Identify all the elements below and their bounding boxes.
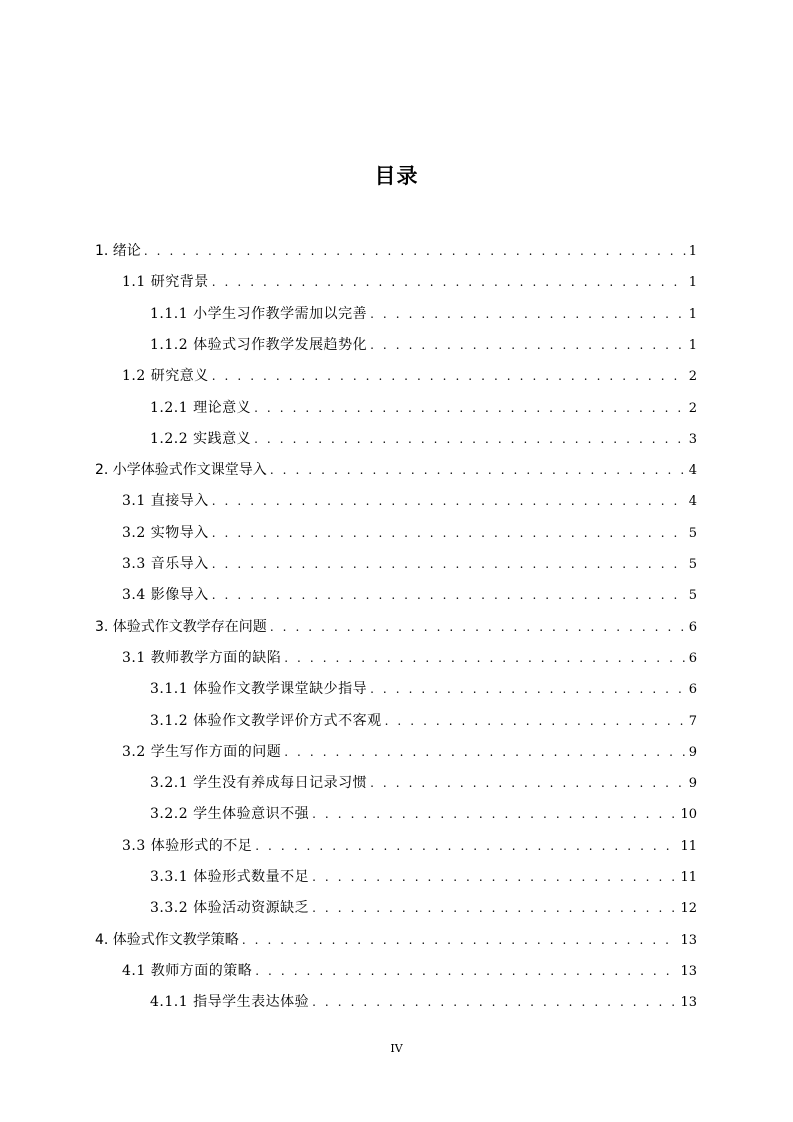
toc-entry[interactable] xyxy=(150,991,697,1013)
toc-entry-page-number: 5 xyxy=(688,557,697,572)
toc-entry[interactable] xyxy=(150,428,697,450)
toc-entry[interactable] xyxy=(122,584,697,606)
toc-entry-label: 1.1.1 小学生习作教学需加以完善 xyxy=(150,305,368,322)
toc-entry-label: 3.1.1 体验作文教学课堂缺少指导 xyxy=(150,681,368,698)
toc-entry-page-number: 3 xyxy=(688,431,697,447)
toc-dot-leader xyxy=(284,647,686,669)
toc-entry[interactable] xyxy=(122,741,697,763)
toc-entry[interactable] xyxy=(122,490,697,512)
toc-entry-label: 3. 体验式作文教学存在问题 xyxy=(95,618,267,635)
toc-entry-label: 4.1 教师方面的策略 xyxy=(122,962,253,979)
toc-entry-label: 3.2.2 学生体验意识不强 xyxy=(150,806,310,823)
toc-entry[interactable] xyxy=(95,929,697,951)
toc-entry[interactable] xyxy=(122,522,697,544)
toc-entry[interactable] xyxy=(122,553,697,575)
toc-dot-leader xyxy=(270,459,686,481)
toc-entry-label: 4.1.1 指导学生表达体验 xyxy=(150,994,310,1011)
toc-entry-page-number: 2 xyxy=(688,400,697,416)
toc-dot-leader xyxy=(144,240,686,262)
toc-entry[interactable] xyxy=(150,397,697,419)
toc-entry-page-number: 11 xyxy=(680,870,697,885)
toc-entry-page-number: 13 xyxy=(680,932,697,948)
toc-entry[interactable] xyxy=(150,866,697,888)
toc-entry-page-number: 7 xyxy=(688,713,697,729)
toc-entry-label: 3.1 教师教学方面的缺陷 xyxy=(122,649,282,666)
toc-entry-page-number: 10 xyxy=(680,807,697,823)
toc-entry[interactable] xyxy=(150,803,697,825)
toc-dot-leader xyxy=(370,334,686,356)
toc-entry[interactable] xyxy=(95,240,697,262)
toc-entry[interactable] xyxy=(122,835,697,857)
toc-entry-label: 1.1 研究背景 xyxy=(122,274,209,291)
toc-entry[interactable] xyxy=(150,303,697,325)
toc-dot-leader xyxy=(312,866,677,888)
toc-dot-leader xyxy=(270,616,686,638)
toc-dot-leader xyxy=(242,929,678,951)
toc-entry-page-number: 4 xyxy=(688,494,697,510)
toc-entry[interactable] xyxy=(150,897,697,919)
toc-entry-label: 3.3.1 体验形式数量不足 xyxy=(150,869,310,885)
toc-entry-label: 3.1.2 体验作文教学评价方式不客观 xyxy=(150,712,382,729)
toc-entry-page-number: 1 xyxy=(688,275,697,291)
toc-entry[interactable] xyxy=(95,459,697,481)
toc-entry-label: 3.2 学生写作方面的问题 xyxy=(122,743,282,760)
toc-dot-leader xyxy=(212,490,686,512)
toc-dot-leader xyxy=(284,741,686,763)
toc-entry[interactable] xyxy=(150,678,697,700)
toc-title: 目录 xyxy=(374,164,419,188)
toc-entry-label: 3.4 影像导入 xyxy=(122,587,209,604)
toc-dot-leader xyxy=(255,835,677,857)
toc-entry[interactable] xyxy=(150,334,697,356)
toc-dot-leader xyxy=(312,897,677,919)
toc-entry-page-number: 6 xyxy=(688,619,697,635)
toc-dot-leader xyxy=(385,710,686,732)
toc-entry-label: 3.2 实物导入 xyxy=(122,524,209,541)
toc-entry-label: 4. 体验式作文教学策略 xyxy=(95,931,239,948)
toc-entry-page-number: 5 xyxy=(688,588,697,604)
toc-dot-leader xyxy=(312,803,677,825)
toc-entry-page-number: 11 xyxy=(680,838,697,854)
toc-entry[interactable] xyxy=(150,772,697,794)
toc-entry[interactable] xyxy=(122,960,697,982)
toc-entry-label: 1.1.2 体验式习作教学发展趋势化 xyxy=(150,336,368,353)
toc-entry-page-number: 2 xyxy=(688,369,697,385)
toc-dot-leader xyxy=(212,584,686,606)
toc-entry-page-number: 5 xyxy=(688,525,697,541)
toc-entry-label: 3.3 体验形式的不足 xyxy=(122,837,253,854)
toc-dot-leader xyxy=(212,271,686,293)
toc-dot-leader xyxy=(212,522,686,544)
toc-dot-leader xyxy=(212,365,686,387)
toc-entry[interactable] xyxy=(122,365,697,387)
toc-entry-page-number: 13 xyxy=(680,995,697,1011)
toc-entry[interactable] xyxy=(122,647,697,669)
toc-dot-leader xyxy=(254,428,686,450)
toc-entry[interactable] xyxy=(95,616,697,638)
toc-entry-label: 1. 绪论 xyxy=(95,243,141,259)
toc-entry-label: 2. 小学体验式作文课堂导入 xyxy=(95,462,267,479)
toc-entry-label: 3.3 音乐导入 xyxy=(122,556,209,572)
toc-entry-page-number: 1 xyxy=(688,306,697,322)
toc-entry[interactable] xyxy=(150,710,697,732)
toc-entry-page-number: 12 xyxy=(680,901,697,917)
toc-dot-leader xyxy=(370,772,686,794)
toc-entry-label: 3.2.1 学生没有养成每日记录习惯 xyxy=(150,775,368,792)
toc-entry-page-number: 6 xyxy=(688,682,697,698)
toc-dot-leader xyxy=(212,553,686,575)
toc-entry[interactable] xyxy=(122,271,697,293)
toc-entry-label: 1.2.2 实践意义 xyxy=(150,430,252,447)
toc-entry-page-number: 9 xyxy=(688,744,697,760)
toc-dot-leader xyxy=(254,397,686,419)
toc-dot-leader xyxy=(370,678,686,700)
toc-entry-label: 3.1 直接导入 xyxy=(122,493,209,510)
toc-dot-leader xyxy=(312,991,677,1013)
toc-entry-label: 1.2 研究意义 xyxy=(122,368,209,385)
toc-dot-leader xyxy=(370,303,686,325)
toc-entry-page-number: 1 xyxy=(688,337,697,353)
toc-entry-page-number: 13 xyxy=(680,963,697,979)
footer-page-number: IV xyxy=(390,1042,403,1055)
toc-entry-page-number: 6 xyxy=(688,650,697,666)
toc-dot-leader xyxy=(255,960,677,982)
toc-entry-label: 1.2.1 理论意义 xyxy=(150,399,252,416)
toc-entry-page-number: 1 xyxy=(688,244,697,259)
toc-entry-page-number: 4 xyxy=(688,463,697,479)
toc-entry-label: 3.3.2 体验活动资源缺乏 xyxy=(150,900,310,917)
toc-entry-page-number: 9 xyxy=(688,776,697,792)
